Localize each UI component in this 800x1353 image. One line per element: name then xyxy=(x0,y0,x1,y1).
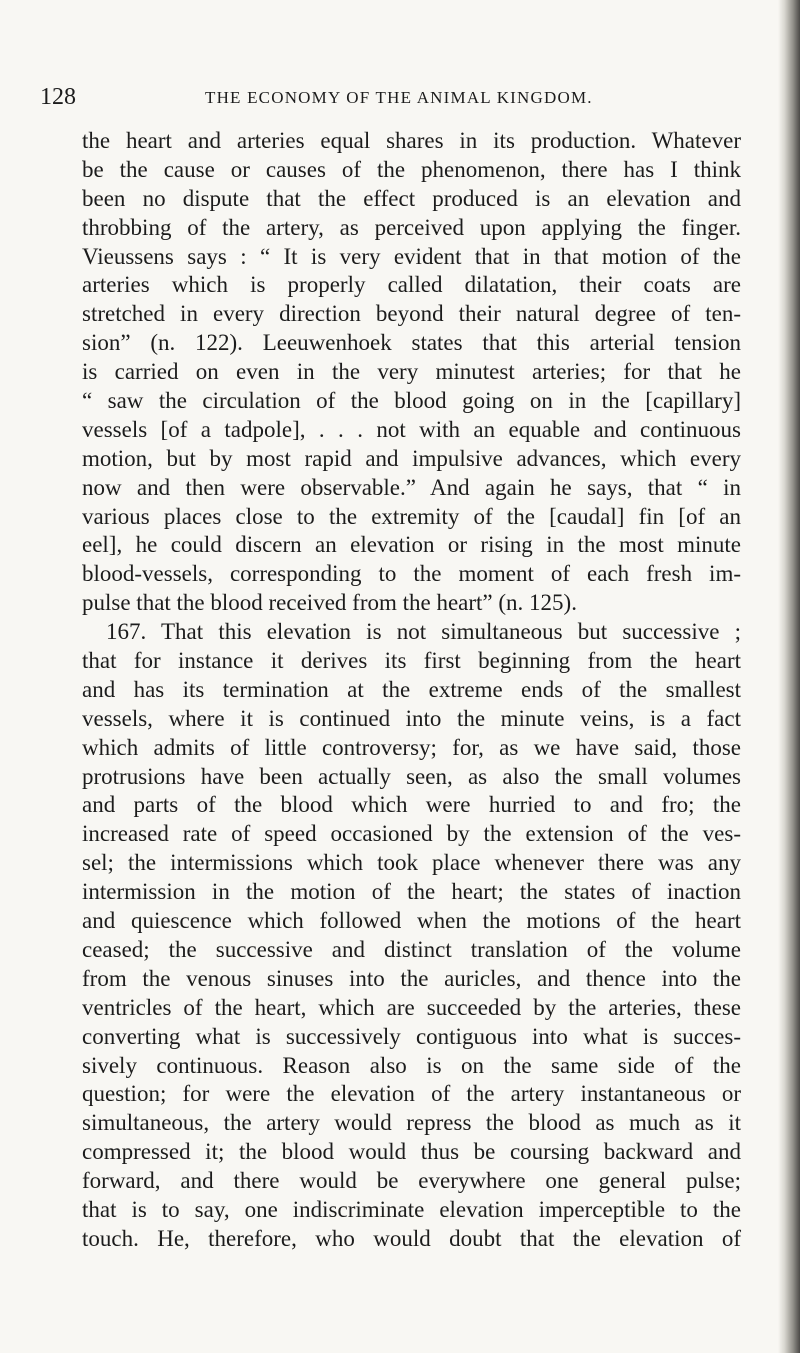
text-line: “ saw the circulation of the blood going on in the [capillary] xyxy=(82,388,741,414)
text-line: that for instance it derives its first beginning from the heart xyxy=(82,648,741,674)
running-title: THE ECONOMY OF THE ANIMAL KINGDOM. xyxy=(205,88,593,107)
text-line: and quiescence which followed when the motions of the heart xyxy=(82,908,741,934)
text-line: intermission in the motion of the heart; the states of inaction xyxy=(82,879,741,905)
text-line: protrusions have been actually seen, as also the small volumes xyxy=(82,763,741,789)
text-line: which admits of little controversy; for, as we have said, those xyxy=(82,734,741,760)
text-line: now and then were observable.” And again he says, that “ in xyxy=(82,474,741,500)
text-line: stretched in every direction beyond their natural degree of ten- xyxy=(82,301,741,327)
paragraph-167-first-line: 167. That this elevation is not simultaneous but successive ; xyxy=(106,619,741,645)
text-line: simultaneous, the artery would repress the blood as much as it xyxy=(82,1110,741,1136)
text-line: compressed it; the blood would thus be coursing backward and xyxy=(82,1139,741,1165)
page-number: 128 xyxy=(40,84,76,110)
text-line: that is to say, one indiscriminate elevation imperceptible to the xyxy=(82,1196,741,1222)
text-line: pulse that the blood received from the heart” (n. 125). xyxy=(82,590,577,616)
text-line: and parts of the blood which were hurried to and fro; the xyxy=(82,792,741,818)
text-line: blood-vessels, corresponding to the moment of each fresh im- xyxy=(82,561,741,587)
text-line: the heart and arteries equal shares in its production. Whatever xyxy=(82,128,741,153)
text-line: and has its termination at the extreme ends of the smallest xyxy=(82,676,741,702)
text-line: various places close to the extremity of the [caudal] fin [of an xyxy=(82,503,741,529)
text-line: Vieussens says : “ It is very evident that in that motion of the xyxy=(82,243,741,269)
text-line: sively continuous. Reason also is on the same side of the xyxy=(82,1052,741,1078)
text-line: vessels, where it is continued into the minute veins, is a fact xyxy=(82,705,741,731)
text-line: sion” (n. 122). Leeuwenhoek states that this arterial tension xyxy=(82,330,741,356)
text-line: ventricles of the heart, which are succeeded by the arteries, these xyxy=(82,994,741,1020)
text-line: is carried on even in the very minutest arteries; for that he xyxy=(82,359,741,385)
text-line: question; for were the elevation of the artery instantaneous or xyxy=(82,1081,741,1107)
text-line: be the cause or causes of the phenomenon, there has I think xyxy=(82,156,741,182)
text-line: increased rate of speed occasioned by the extension of the ves- xyxy=(82,821,741,847)
text-line: from the venous sinuses into the auricles, and thence into the xyxy=(82,965,741,991)
body-text xyxy=(82,127,741,1254)
text-line: sel; the intermissions which took place whenever there was any xyxy=(82,850,741,876)
text-line: arteries which is properly called dilatation, their coats are xyxy=(82,272,741,298)
text-line: vessels [of a tadpole], . . . not with an equable and continuous xyxy=(82,416,741,442)
text-line: been no dispute that the effect produced is an elevation and xyxy=(82,185,741,211)
text-line: ceased; the successive and distinct translation of the volume xyxy=(82,936,741,962)
text-line: motion, but by most rapid and impulsive advances, which every xyxy=(82,445,741,471)
page-edge-shadow xyxy=(778,0,800,1353)
text-line: touch. He, therefore, who would doubt that the elevation of xyxy=(82,1225,741,1251)
text-line: converting what is successively contiguous into what is succes- xyxy=(82,1023,741,1049)
text-line: throbbing of the artery, as perceived upon applying the finger. xyxy=(82,214,741,240)
text-line: forward, and there would be everywhere one general pulse; xyxy=(82,1168,741,1194)
text-line: eel], he could discern an elevation or rising in the most minute xyxy=(82,532,741,558)
